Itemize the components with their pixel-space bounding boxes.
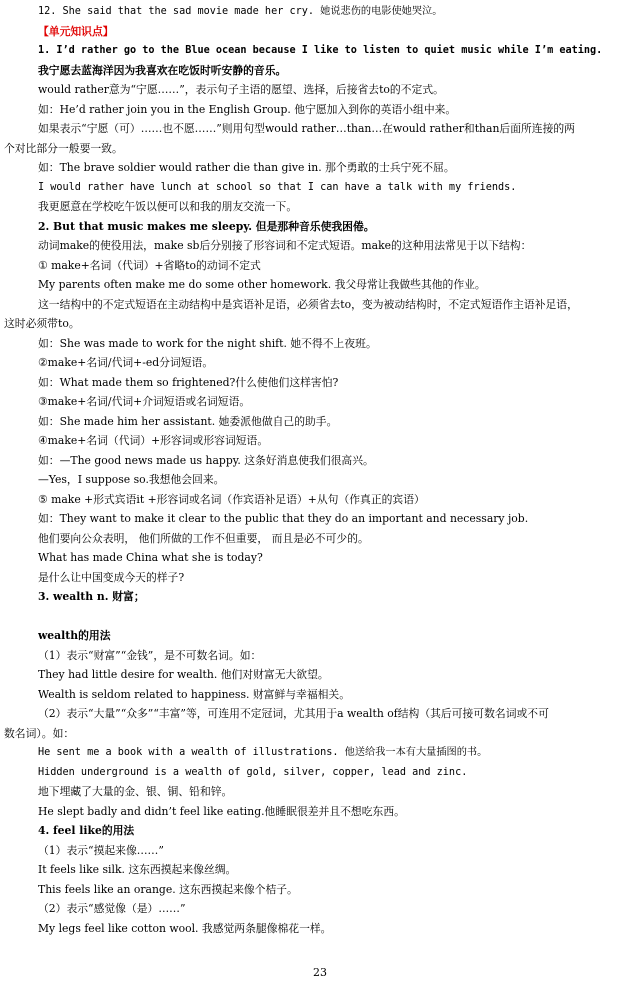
text-line: 我宁愿去蓝海洋因为我喜欢在吃饭时听安静的音乐。: [38, 63, 287, 77]
text-line: wealth的用法: [38, 629, 111, 642]
text-line: 1. I’d rather go to the Blue ocean because I like to listen to quiet music while I’m eating.: [38, 45, 603, 56]
text-line: This feels like an orange. 这东西摸起来像个桔子。: [38, 882, 298, 896]
text-line: 如：—The good news made us happy. 这条好消息使我们很高兴。: [38, 453, 374, 467]
text-line: He slept badly and didn’t feel like eating.他睡眠很差并且不想吃东西。: [38, 804, 405, 818]
text-line: 2. But that music makes me sleepy. 但是那种音乐使我困倦。: [38, 219, 375, 233]
page-number: 23: [313, 966, 327, 979]
text-line: （1）表示“摸起来像……”: [38, 843, 164, 857]
text-line: 如：The brave soldier would rather die than give in. 那个勇敢的士兵宁死不屈。: [38, 161, 455, 174]
text-line: ① make+名词（代词）+省略to的动词不定式: [38, 258, 261, 272]
text-line: 是什么让中国变成今天的样子?: [38, 570, 185, 584]
text-line: would rather意为“宁愿……”，表示句子主语的愿望、选择，后接省去to的不定式。: [38, 83, 444, 96]
text-line: 这时必须带to。: [4, 317, 80, 330]
text-line: 如：They want to make it clear to the public that they do an important and necessary job.: [38, 512, 529, 525]
text-line: 他们要向公众表明， 他们所做的工作不但重要， 而且是必不可少的。: [38, 531, 369, 545]
text-line: 这一结构中的不定式短语在主动结构中是宾语补足语，必须省去to，变为被动结构时，不定式短语作主语补足语，: [38, 297, 578, 311]
text-line: 3. wealth n. 财富；: [38, 590, 145, 603]
text-line: My parents often make me do some other homework. 我父母常让我做些其他的作业。: [38, 278, 486, 291]
text-line: They had little desire for wealth. 他们对财富无大欲望。: [38, 668, 329, 681]
text-line: 12. She said that the sad movie made her cry. 她说悲伤的电影使她哭泣。: [38, 6, 443, 17]
text-line: 地下埋藏了大量的金、银、铜、铅和锌。: [38, 785, 233, 798]
text-line: （1）表示“财富”“金钱”，是不可数名词。如：: [38, 648, 262, 662]
text-line: ②make+名词/代词+-ed分词短语。: [38, 356, 214, 369]
text-line: 我更愿意在学校吃午饭以便可以和我的朋友交流一下。: [38, 200, 298, 213]
text-line: It feels like silk. 这东西摸起来像丝绸。: [38, 863, 237, 876]
text-line: My legs feel like cotton wool. 我感觉两条腿像棉花一样。: [38, 921, 332, 935]
text-line: 个对比部分一般要一致。: [4, 141, 123, 155]
text-line: 【单元知识点】: [38, 24, 114, 38]
text-line: ⑤ make +形式宾语it +形容词或名词（作宾语补足语）+从句（作真正的宾语）: [38, 492, 425, 506]
text-line: （2）表示“大量”“众多”“丰富”等，可连用不定冠词，尤其用于a wealth of结构（其后可接可数名词或不可: [38, 707, 549, 720]
text-line: 如：He’d rather join you in the English Group. 他宁愿加入到你的英语小组中来。: [38, 102, 457, 116]
text-line: I would rather have lunch at school so that I can have a talk with my friends.: [38, 181, 517, 193]
text-line: ④make+名词（代词）+形容词或形容词短语。: [38, 434, 269, 447]
text-line: He sent me a book with a wealth of illustrations. 他送给我一本有大量插图的书。: [38, 747, 488, 758]
text-line: 如：She made him her assistant. 她委派他做自己的助手。: [38, 414, 338, 428]
text-line: 数名词）。如：: [4, 726, 75, 740]
text-line: What has made China what she is today?: [38, 551, 263, 564]
text-line: —Yes，I suppose so.我想他会回来。: [38, 473, 225, 486]
text-line: （2）表示“感觉像（是）……”: [38, 902, 186, 915]
text-line: 如：What made them so frightened?什么使他们这样害怕?: [38, 375, 339, 389]
text-line: ③make+名词/代词+介词短语或名词短语。: [38, 395, 251, 408]
text-line: 如：She was made to work for the night shift. 她不得不上夜班。: [38, 336, 377, 350]
text-line: Hidden underground is a wealth of gold, silver, copper, lead and zinc.: [38, 766, 468, 778]
text-line: Wealth is seldom related to happiness. 财富鲜与幸福相关。: [38, 687, 351, 701]
text-line: 如果表示“宁愿（可）……也不愿……”则用句型would rather…than…在would rather和than后面所连接的两: [38, 122, 575, 135]
text-line: 4. feel like的用法: [38, 824, 135, 837]
text-line: 动词make的使役用法，make sb后分别接了形容词和不定式短语。make的这种用法常见于以下结构：: [38, 239, 532, 252]
